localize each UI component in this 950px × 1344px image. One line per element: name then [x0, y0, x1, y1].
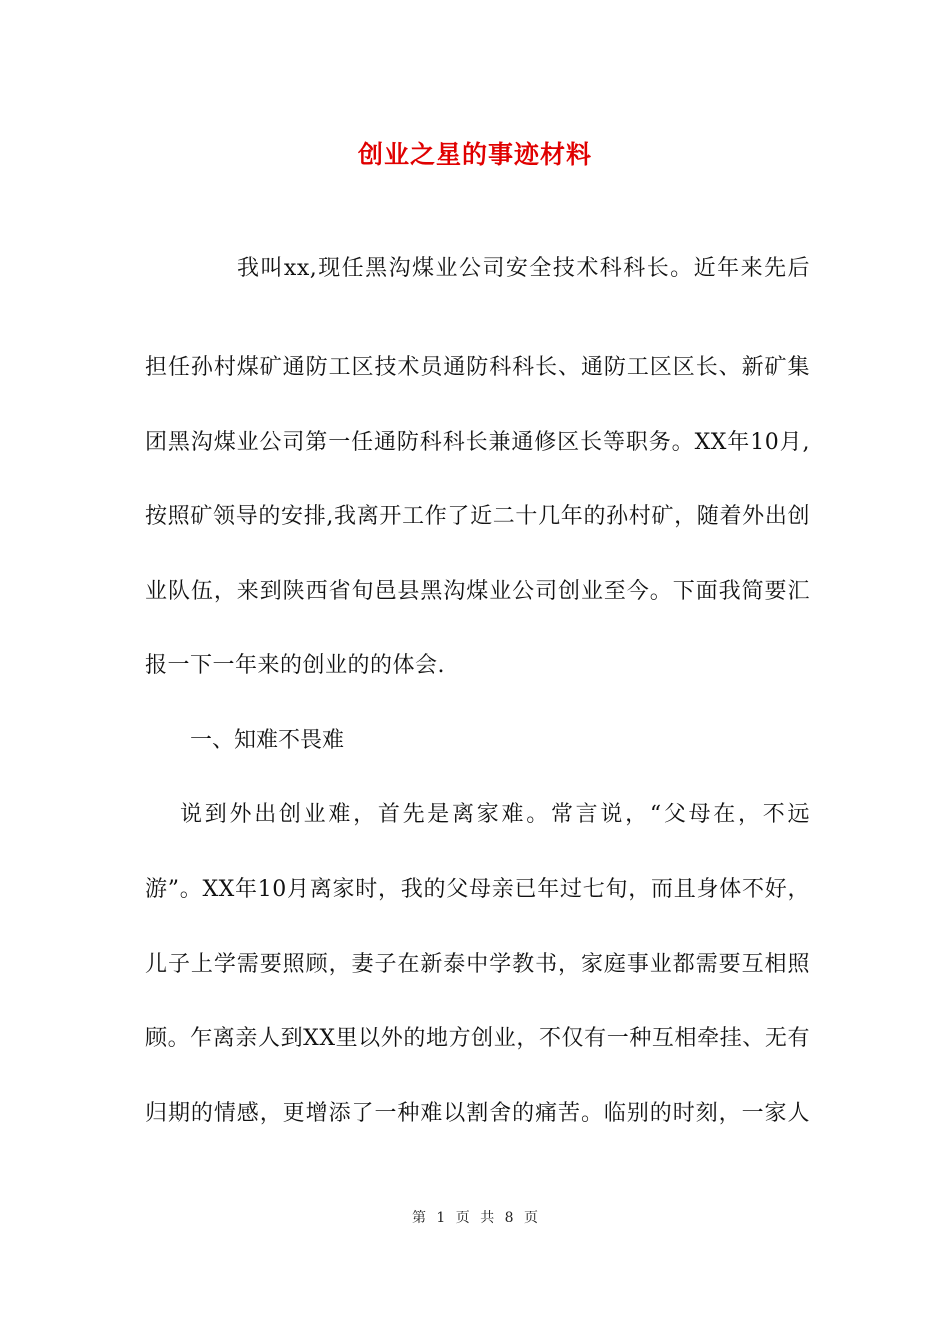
paragraph-line: 业队伍，来到陕西省旬邑县黑沟煤业公司创业至今。下面我简要汇 — [145, 579, 810, 604]
paragraph-line: 担任孙村煤矿通防工区技术员通防科科长、通防工区区长、新矿集 — [145, 355, 810, 380]
paragraph-line: 儿子上学需要照顾，妻子在新泰中学教书，家庭事业都需要互相照 — [145, 952, 810, 977]
paragraph-line: 说到外出创业难，首先是离家难。常言说，“父母在，不远 — [180, 802, 810, 827]
section-heading: 一、知难不畏难 — [190, 728, 345, 753]
paragraph-line: 团黑沟煤业公司第一任通防科科长兼通修区长等职务。XX年10月, — [145, 430, 810, 455]
paragraph-line: 报一下一年来的创业的的体会. — [145, 653, 445, 678]
paragraph-line: 按照矿领导的安排,我离开工作了近二十几年的孙村矿，随着外出创 — [145, 504, 810, 529]
paragraph-line: 我叫xx,现任黑沟煤业公司安全技术科科长。近年来先后 — [237, 256, 810, 281]
paragraph-line: 游”。XX年10月离家时，我的父母亲已年过七旬，而且身体不好， — [145, 877, 810, 902]
page-number: 第 1 页 共 8 页 — [411, 1210, 539, 1226]
document-title: 创业之星的事迹材料 — [357, 140, 592, 169]
paragraph-line: 顾。乍离亲人到XX里以外的地方创业，不仅有一种互相牵挂、无有 — [145, 1026, 810, 1051]
paragraph-line: 归期的情感，更增添了一种难以割舍的痛苦。临别的时刻，一家人 — [145, 1101, 810, 1126]
